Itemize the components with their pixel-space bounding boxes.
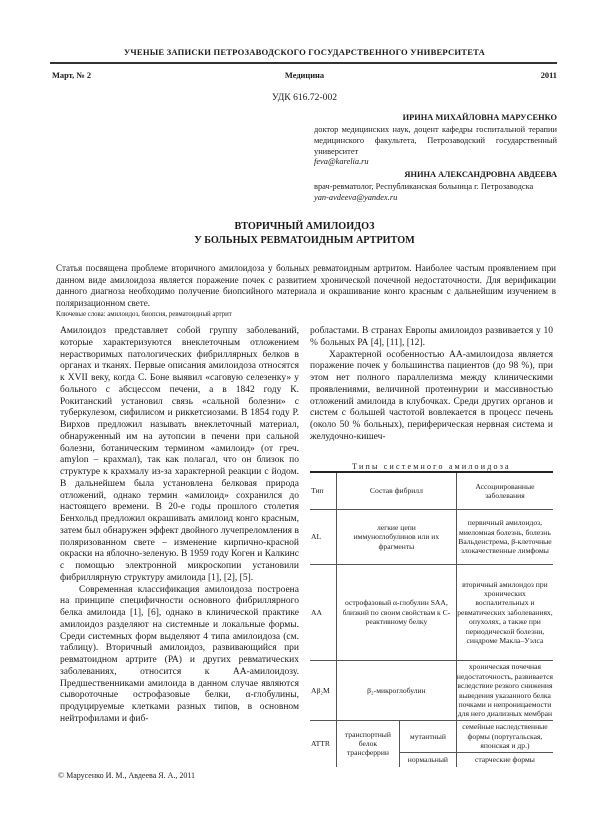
table-row <box>310 510 553 565</box>
cell-variant: мутантный <box>399 721 456 753</box>
cell-diseases: семейные наследственные формы (португальская, японская и др.) <box>462 722 548 751</box>
author-name: ИРИНА МИХАЙЛОВНА МАРУСЕНКО <box>402 113 557 122</box>
table-row <box>310 721 553 753</box>
cell-diseases: старческие формы <box>475 755 535 765</box>
header-rule <box>50 62 557 64</box>
cell-diseases: вторичный амилоидоз при хронических воспалительных и ревматических заболеваниях, опухолях, а также при периодической болезни, синдроме Макла–Уэлса <box>457 579 553 646</box>
author-email[interactable]: yan-avdeeva@yandex.ru <box>314 193 398 202</box>
header-type: Тип <box>310 472 336 510</box>
author-affiliation: доктор медицинских наук, доцент кафедры госпитальной терапии медицинского факультета, Петрозаводский государственный университет <box>314 125 557 156</box>
cell-type: ATTR <box>310 721 336 767</box>
article-title-line2: У БОЛЬНЫХ РЕВМАТОИДНЫМ АРТРИТОМ <box>194 234 415 246</box>
author-name: ЯНИНА АЛЕКСАНДРОВНА АВДЕЕВА <box>404 170 557 179</box>
table-row <box>310 565 553 661</box>
header-composition: Состав фибрилл <box>336 472 456 510</box>
cell-composition: β₂-микроглобулин <box>336 661 456 721</box>
cell-type: Aβ₂M <box>310 661 336 721</box>
cell-type: AL <box>310 510 336 565</box>
table-row <box>310 661 553 721</box>
author-email[interactable]: feva@karelia.ru <box>314 157 369 166</box>
author-affiliation: врач-ревматолог, Республиканская больница г. Петрозаводска <box>314 182 534 191</box>
paragraph: Амилоидоз представляет собой группу заболеваний, которые характеризуются внеклеточным отложением нерастворимых патологических фибриллярных белков в органах и тканях. Первые описания амилоидоза относятся к XVII веку, когда С. Боне выявил «саговую селезенку» у больного с абсцессом печени, а в 1842 году К. Рокитанский установил связь «сальной болезни» с туберкулезом, сифилисом и риккетсиозами. В 1854 году Р. Вирхов предложил называть внеклеточный материал, обнаруженный им на аутопсии в печени при сальной болезни, ботаническим термином «амилоид» (от греч. amylon – крахмал), так как полагал, что он близок по структуре к крахмалу из-за характерной реакции с йодом. В дальнейшем была установлена белковая природа отложений, однако термин «амилоид» сохранился до настоящего времени. В 20-е годы прошлого столетия Бенхольд предложил окрашивать амилоид конго красным, затем был обнаружен эффект двойного лучепреломления в поляризованном свете – изменение кирпично-красной окраски на яблочно-зеленую. В 1959 году Коген и Калкинс с помощью электронной микроскопии установили фибриллярную структуру амилоида [1], [2], [5]. <box>60 326 299 583</box>
keywords: Ключевые слова: амилоидоз, биопсия, ревматоидный артрит <box>56 311 232 318</box>
section-label: Медицина <box>284 71 325 80</box>
amyloidosis-types-table <box>310 471 553 767</box>
article-title <box>0 220 609 247</box>
udk-code: УДК 616.72-002 <box>271 92 338 103</box>
header-diseases: Ассоциированные заболевания <box>475 481 535 500</box>
article-title-line1: ВТОРИЧНЫЙ АМИЛОИДОЗ <box>234 221 375 232</box>
paragraph: робластами. В странах Европы амилоидоз развивается у 10 % больных РА [4], [11], [12]. <box>310 326 553 348</box>
body-column-right <box>310 326 553 444</box>
issue-label: Март, № 2 <box>52 71 92 80</box>
table-caption: Типы системного амилоидоза <box>352 462 511 471</box>
abstract: Статья посвящена проблеме вторичного амилоидоза у больных ревматоидным артритом. Наиболее частым проявлением при данном виде амилоидоза является поражение почек с развитием хронической почечной недостаточности. Для верификации данного диагноза необходимо получение биопсийного материала и окрашивание конго красным с дальнейшим изучением в поляризационном свете. <box>56 263 556 308</box>
copyright: © Марусенко И. М., Авдеева Я. А., 2011 <box>58 771 196 780</box>
cell-composition: транспортный белок трансферрин <box>336 721 399 767</box>
cell-variant: нормальный <box>399 753 456 767</box>
body-column-left <box>60 326 299 726</box>
journal-title: УЧЕНЫЕ ЗАПИСКИ ПЕТРОЗАВОДСКОГО ГОСУДАРСТВЕННОГО УНИВЕРСИТЕТА <box>123 47 486 57</box>
cell-type: AA <box>310 565 336 661</box>
cell-diseases: хроническая почечная недостаточность, развивается вследствие резкого снижения выведения указанного белка почками и непроницаемости для него диализных мембран <box>456 662 553 719</box>
table-header-row <box>310 472 553 510</box>
cell-composition: легкие цепи иммуноглобулинов или их фрагменты <box>336 510 456 565</box>
year-label: 2011 <box>540 71 557 80</box>
paragraph: Характерной особенностью АА-амилоидоза является поражение почек у большинства пациентов (до 98 %), при этом нет полного параллелизма между клиническими проявлениями, величиной протеинурии и массивностью отложений амилоида в клубочках. Среди других органов и систем с большей частотой вовлекается в процесс печень (около 50 % больных), периферическая нервная система и желудочно-кишеч- <box>310 349 553 442</box>
paragraph: Современная классификация амилоидоза построена на принципе специфичности основного фибриллярного белка амилоида [1], [6], однако в клинической практике амилоидоз разделяют на системные и локальные формы. Среди системных форм выделяют 4 типа амилоидоза (см. таблицу). Вторичный амилоидоз, развивающийся при ревматоидном артрите (РА) и других ревматических заболеваниях, относится к АА-амилоидозу. Предшественниками амилоида в данном случае являются сывороточные острофазовые белки, α-глобулины, продуцируемые клетками разных типов, в основном нейтрофилами и фиб- <box>60 584 299 724</box>
cell-diseases: первичный амилоидоз, миеломная болезнь, болезнь Вальденстрема, β-клеточные злокачественные лимфомы <box>458 518 552 556</box>
cell-composition: острофазовый α-глобулин SAA, близкий по своим свойствам к С-реактивному белку <box>336 565 456 661</box>
